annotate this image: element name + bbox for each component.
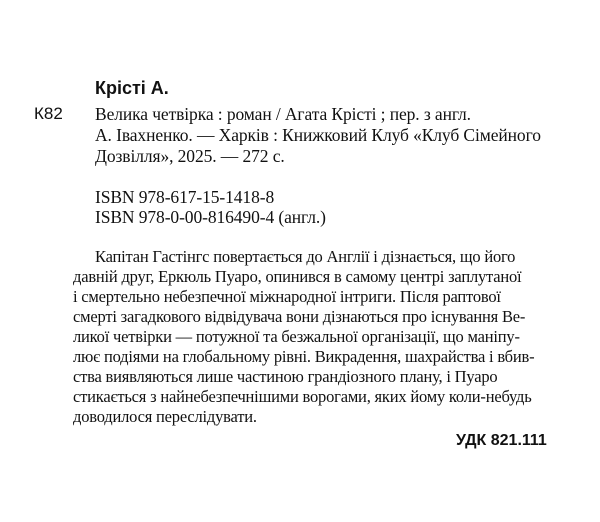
description-line: стикається з найнебезпечнішими ворогами, яких йому коли-небудь xyxy=(73,387,532,406)
description-line: і смертельно небезпечної міжнародної інтриги. Після раптової xyxy=(73,287,501,306)
author-heading: Крісті А. xyxy=(95,78,169,98)
description-line: доводилося переслідувати. xyxy=(73,407,257,426)
isbn-line: ISBN 978-0-00-816490-4 (англ.) xyxy=(95,207,326,227)
bibliographic-line: Дозвілля», 2025. — 272 с. xyxy=(95,146,285,166)
description-line: лює подіями на глобальному рівні. Викрадення, шахрайства і вбив- xyxy=(73,347,535,366)
bibliographic-line: А. Івахненко. — Харків : Книжковий Клуб «Клуб Сімейного xyxy=(95,125,541,145)
udk-code: УДК 821.111 xyxy=(456,432,547,449)
author-sign-code: К82 xyxy=(34,104,63,123)
isbn-line: ISBN 978-617-15-1418-8 xyxy=(95,187,275,207)
description-line: давній друг, Еркюль Пуаро, опинився в самому центрі заплутаної xyxy=(73,267,522,286)
description-line: Капітан Гастінгс повертається до Англії і дізнається, що його xyxy=(95,247,516,266)
description-line: ликої четвірки — потужної та безжальної організації, що маніпу- xyxy=(73,327,520,346)
description-line: смерті загадкового відвідувача вони дізнаються про існування Ве- xyxy=(73,307,526,326)
bibliographic-line: Велика четвірка : роман / Агата Крісті ; пер. з англ. xyxy=(95,104,471,124)
description-line: ства виявляються лише частиною грандіозного плану, і Пуаро xyxy=(73,367,498,386)
